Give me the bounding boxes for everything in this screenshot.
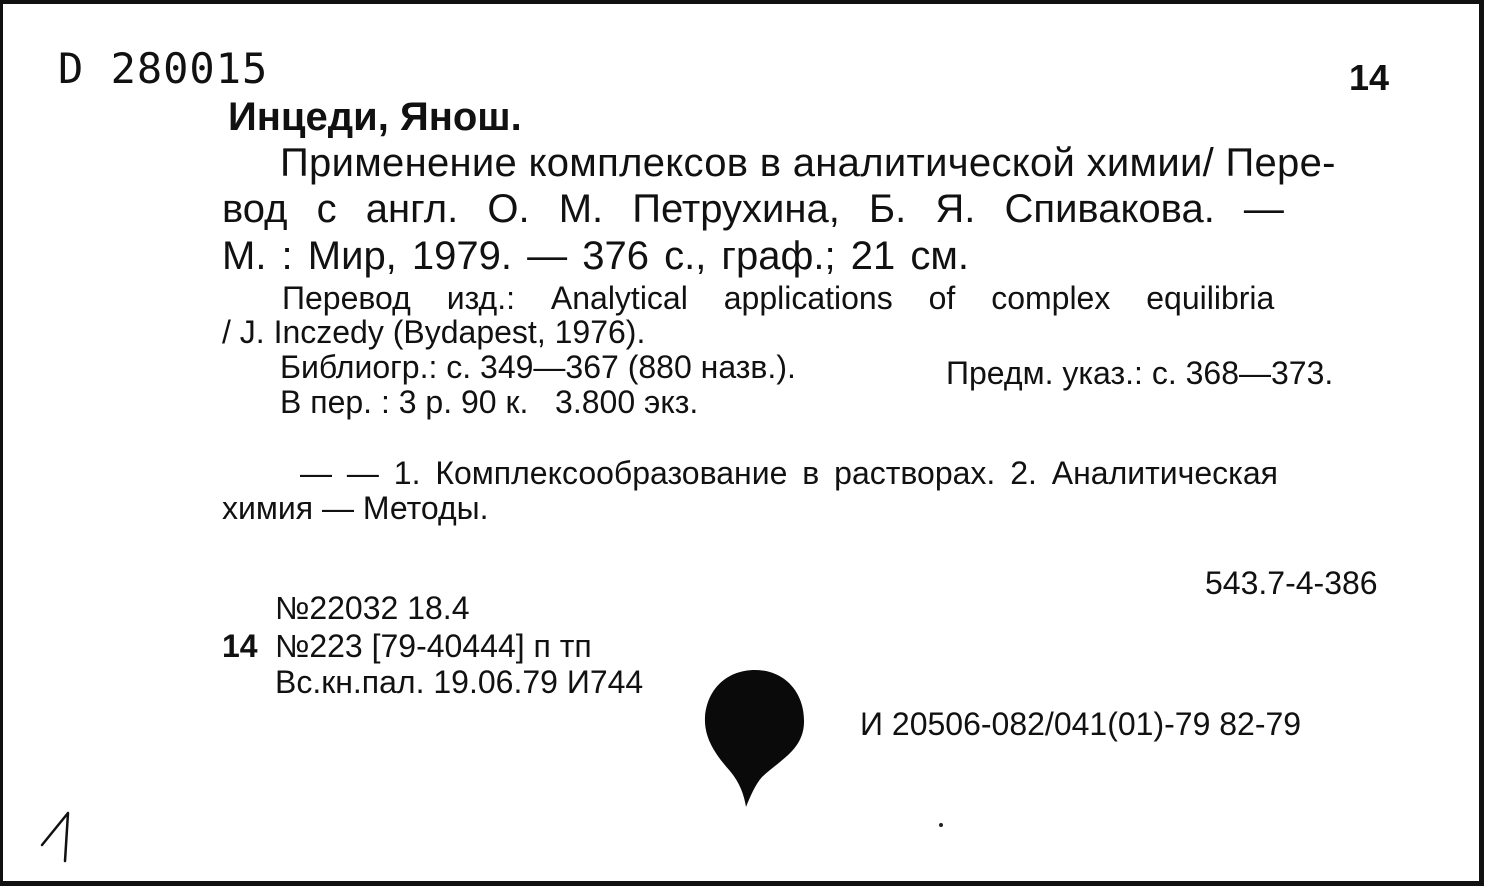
call-number: D 280015 [58, 44, 269, 93]
isbn-line: И 20506-082/041(01)-79 82-79 [860, 706, 1302, 742]
corner-number: 14 [1349, 57, 1390, 98]
bibliography-note: Библиогр.: с. 349—367 (880 назв.). [280, 349, 796, 385]
title-line-2: вод с англ. О. М. Петрухина, Б. Я. Спивакова. — [222, 187, 1284, 231]
subjects-line-1: — — 1. Комплексообразование в растворах. 2. Аналитическая [300, 455, 1278, 491]
handwritten-mark-icon [38, 805, 88, 865]
translation-line-1: Перевод изд.: Analytical applications of complex equilibria [282, 280, 1275, 316]
order-line-3: Вс.кн.пал. 19.06.79 И744 [275, 664, 644, 700]
index-note: Предм. указ.: с. 368—373. [946, 355, 1334, 391]
translation-line-2: / J. Inczedy (Bydapest, 1976). [222, 314, 646, 350]
price-line: В пер. : 3 р. 90 к. 3.800 экз. [280, 384, 699, 420]
title-line-1: Применение комплексов в аналитической химии/ Пере- [280, 141, 1336, 185]
speck-decoration [936, 820, 946, 830]
author-heading: Инцеди, Янош. [228, 95, 522, 139]
title-line-3: М. : Мир, 1979. — 376 с., граф.; 21 см. [222, 234, 969, 278]
order-line-1: №22032 18.4 [275, 590, 470, 626]
subjects-line-2: химия — Методы. [222, 490, 489, 526]
order-line-2: №223 [79-40444] п тп [275, 628, 592, 664]
classification-code: 543.7-4-386 [1205, 565, 1378, 601]
ink-blot-icon [700, 665, 810, 810]
order-prefix: 14 [222, 628, 258, 664]
